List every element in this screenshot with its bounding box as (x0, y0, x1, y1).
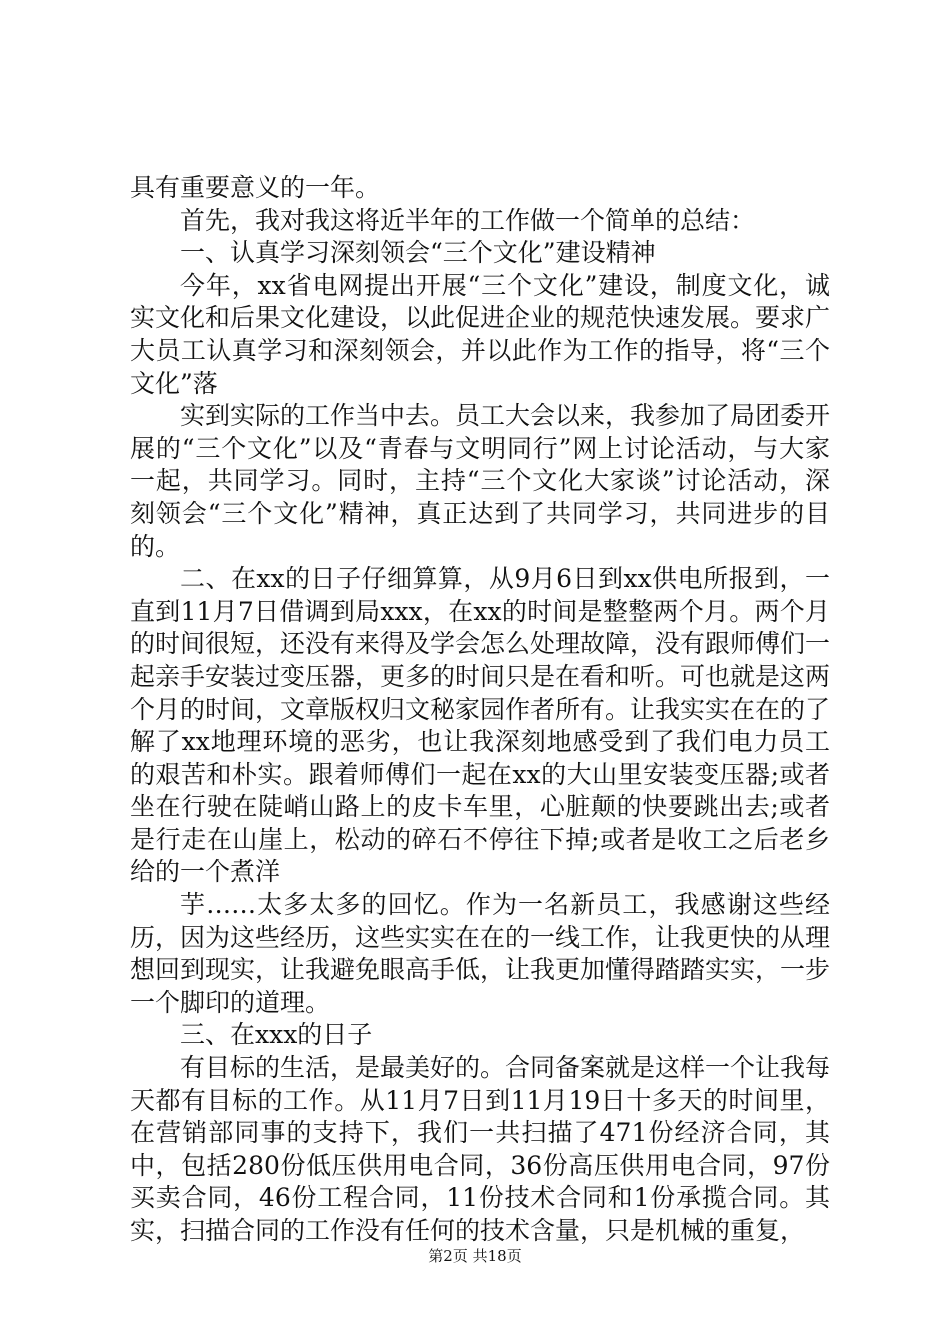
paragraph: 芋……太多太多的回忆。作为一名新员工，我感谢这些经历，因为这些经历，这些实实在在的一线工作，让我更快的从理想回到现实，让我避免眼高手低，让我更加懂得踏踏实实，一步一个脚印的道理。 (130, 890, 831, 1017)
paragraph: 今年，xx省电网提出开展“三个文化”建设，制度文化，诚实文化和后果文化建设，以此促进企业的规范快速发展。要求广大员工认真学习和深刻领会，并以此作为工作的指导，将“三个文化”落 (130, 270, 831, 398)
paragraph: 具有重要意义的一年。 (130, 173, 381, 202)
page-footer: 第2页 共18页 (428, 1247, 522, 1265)
section-heading: 一、认真学习深刻领会“三个文化”建设精神 (180, 238, 656, 268)
document-body (130, 172, 830, 1248)
paragraph: 二、在xx的日子仔细算算，从9月6日到xx供电所报到，一直到11月7日借调到局xxx，在xx的时间是整整两个月。两个月的时间很短，还没有来得及学会怎么处理故障，没有跟师傅们一起亲手安装过变压器，更多的时间只是在看和听。可也就是这两个月的时间，文章版权归文秘家园作者所有。让我实实在在的了解了xx地理环境的恶劣，也让我深刻地感受到了我们电力员工的艰苦和朴实。跟着师傅们一起在xx的大山里安装变压器;或者坐在行驶在陡峭山路上的皮卡车里，心脏颠的快要跳出去;或者是行走在山崖上，松动的碎石不停往下掉;或者是收工之后老乡给的一个煮洋 (130, 564, 831, 887)
paragraph: 实到实际的工作当中去。员工大会以来，我参加了局团委开展的“三个文化”以及“青春与文明同行”网上讨论活动，与大家一起，共同学习。同时，主持“三个文化大家谈”讨论活动，深刻领会“三个文化”精神，真正达到了共同学习，共同进步的目的。 (130, 401, 831, 561)
section-heading: 三、在xxx的日子 (180, 1020, 373, 1050)
paragraph: 有目标的生活，是最美好的。合同备案就是这样一个让我每天都有目标的工作。从11月7日到11月19日十多天的时间里，在营销部同事的支持下，我们一共扫描了471份经济合同，其中，包括280份低压供用电合同，36份高压供用电合同，97份买卖合同，46份工程合同，11份技术合同和1份承揽合同。其实，扫描合同的工作没有任何的技术含量，只是机械的重复， (130, 1053, 831, 1245)
paragraph: 首先，我对我这将近半年的工作做一个简单的总结： (180, 205, 756, 235)
